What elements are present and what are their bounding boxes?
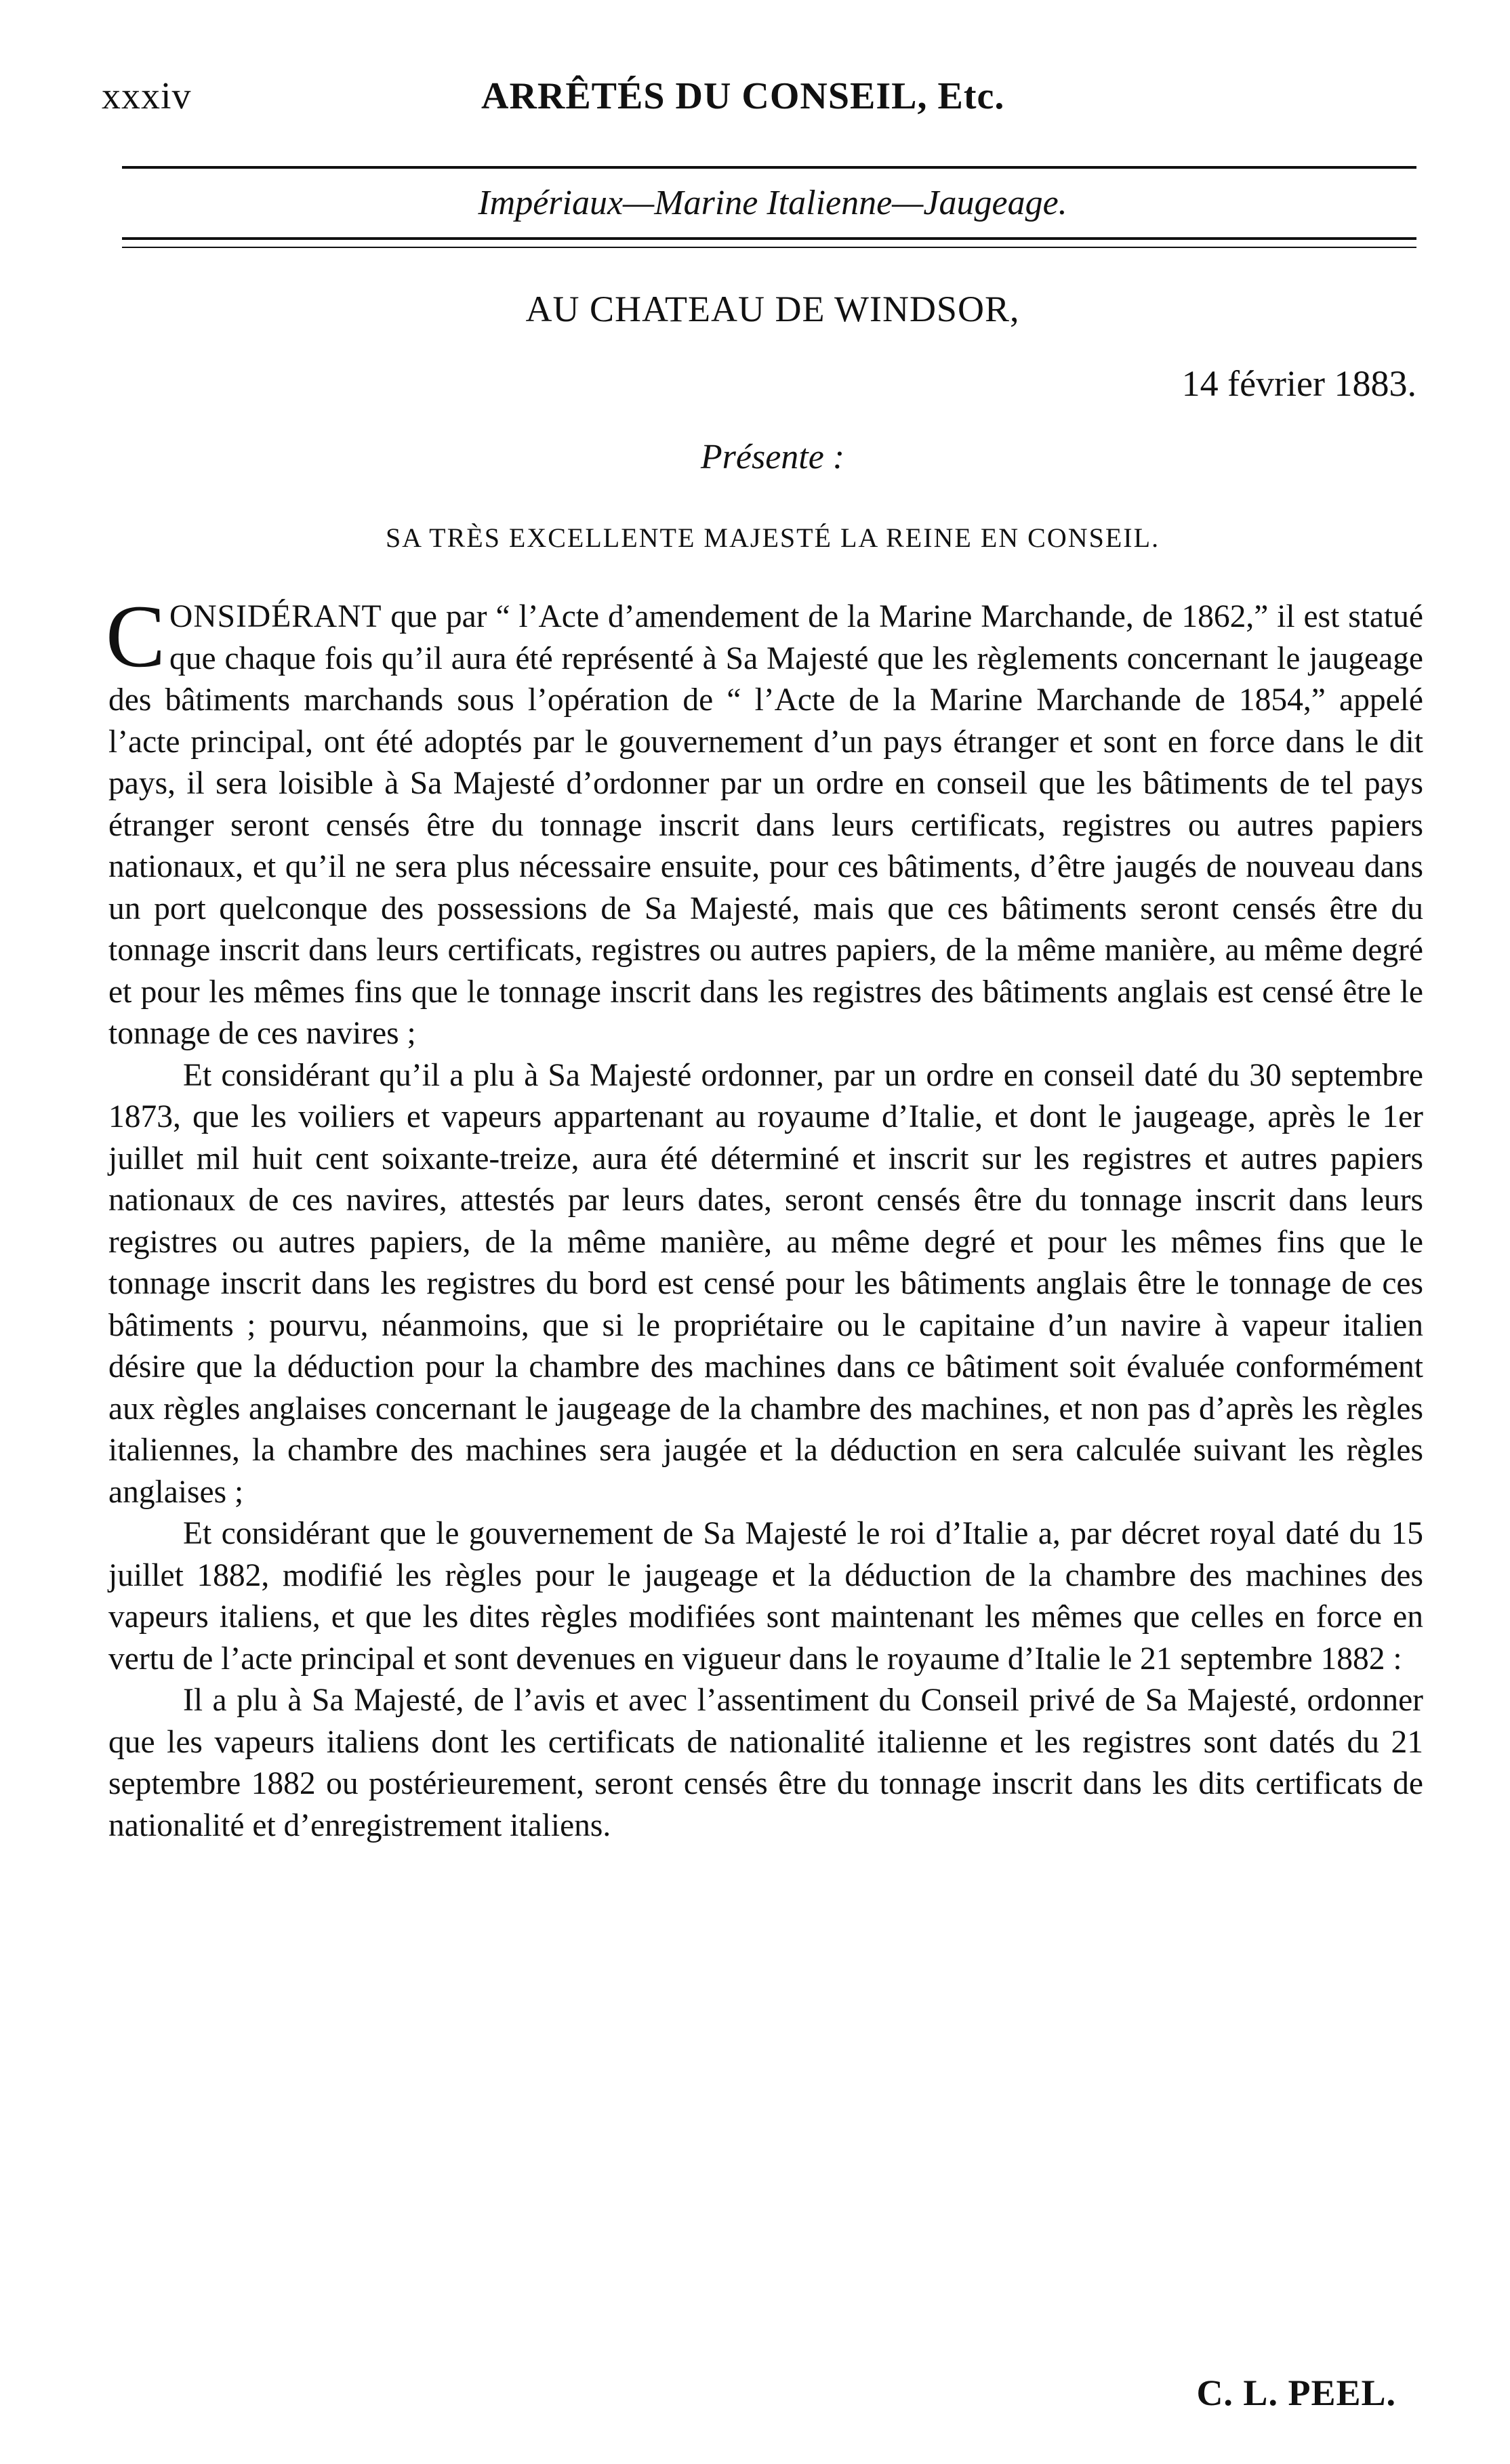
order-date: 14 février 1883.	[1181, 363, 1416, 404]
paragraph-4: Il a plu à Sa Majesté, de l’avis et avec l’assentiment du Conseil privé de Sa Majesté, ordonner que les vapeurs italiens dont les certificats de nationalité italienne et les registres sont datés du 21 septembre 1882 ou postérieurement, seront censés être du tonnage inscrit dans les dits certificats de nationalité et d’enregistrement italiens.	[108, 1683, 1423, 1843]
paragraph-3: Et considérant que le gouvernement de Sa Majesté le roi d’Italie a, par décret royal daté du 15 juillet 1882, modifié les règles pour le jaugeage et la déduction de la chambre des machines des vapeurs italiens, et que les dites règles modifiées sont maintenant les mêmes que celles en force en vertu de l’acte principal et sont devenues en vigueur dans le royaume d’Italie le 21 septembre 1882 :	[108, 1516, 1423, 1677]
paragraph-2: Et considérant qu’il a plu à Sa Majesté ordonner, par un ordre en conseil daté du 30 septembre 1873, que les voiliers et vapeurs appartenant au royaume d’Italie, et dont le jaugeage, après le 1er juillet mil huit cent soixante-treize, aura été déterminé et inscrit sur les registres et autres papiers nationaux de ces navires, attestés par leurs dates, seront censés être du tonnage inscrit dans leurs registres ou autres papiers, de la même manière, au même degré et pour les mêmes fins que le tonnage inscrit dans les registres du bord est censé pour les bâtiments anglais être le tonnage de ces bâtiments ; pourvu, néanmoins, que si le propriétaire ou le capitaine d’un navire à vapeur italien désire que la déduction pour la chambre des machines dans ce bâtiment soit évaluée conformément aux règles anglaises concernant le jaugeage de la chambre des machines, et non pas d’après les règles italiennes, la chambre des machines sera jaugée et la déduction en sera calculée suivant les règles anglaises ;	[108, 1057, 1423, 1510]
assembly-line: SA TRÈS EXCELLENTE MAJESTÉ LA REINE EN CONSEIL.	[385, 522, 1160, 553]
presente-label: Présente :	[700, 438, 845, 476]
subject-heading: Impériaux—Marine Italienne—Jaugeage.	[478, 184, 1067, 222]
running-head	[102, 75, 1444, 129]
paragraph-1-lead: ONSIDÉRANT	[169, 599, 382, 634]
running-title: ARRÊTÉS DU CONSEIL, Etc.	[481, 75, 1005, 117]
top-rule	[122, 166, 1416, 169]
document-page	[102, 75, 1444, 2446]
double-rule-lower	[122, 247, 1416, 248]
paragraph-1	[106, 586, 1423, 1055]
order-body	[106, 586, 1423, 1847]
page-number: xxxiv	[102, 75, 192, 117]
location-heading: AU CHATEAU DE WINDSOR,	[525, 289, 1020, 329]
signature: C. L. PEEL.	[1196, 2373, 1396, 2413]
drop-cap: C	[106, 586, 166, 686]
double-rule-upper	[122, 237, 1416, 240]
paragraph-1-text: que par “ l’Acte d’amendement de la Marine Marchande, de 1862,” il est statué que chaque fois qu’il aura été représenté à Sa Majesté que les règlements concernant le jaugeage des bâtiments marchands sous l’opération de “ l’Acte de la Marine Marchande de 1854,” appelé l’acte principal, ont été adoptés par le gouvernement d’un pays étranger et sont en force dans le dit pays, il sera loisible à Sa Majesté d’ordonner par un ordre en conseil que les bâtiments de tel pays étranger seront censés être du tonnage inscrit dans leurs certificats, registres ou autres papiers nationaux, et qu’il ne sera plus nécessaire ensuite, pour ces bâtiments, d’être jaugés de nouveau dans un port quelconque des possessions de Sa Majesté, mais que ces bâtiments seront censés être du tonnage inscrit dans leurs certificats, registres ou autres papiers, de la même manière, au même degré et pour les mêmes fins que le tonnage inscrit dans les registres des bâtiments anglais est censé être le tonnage de ces navires ;	[108, 599, 1423, 1051]
